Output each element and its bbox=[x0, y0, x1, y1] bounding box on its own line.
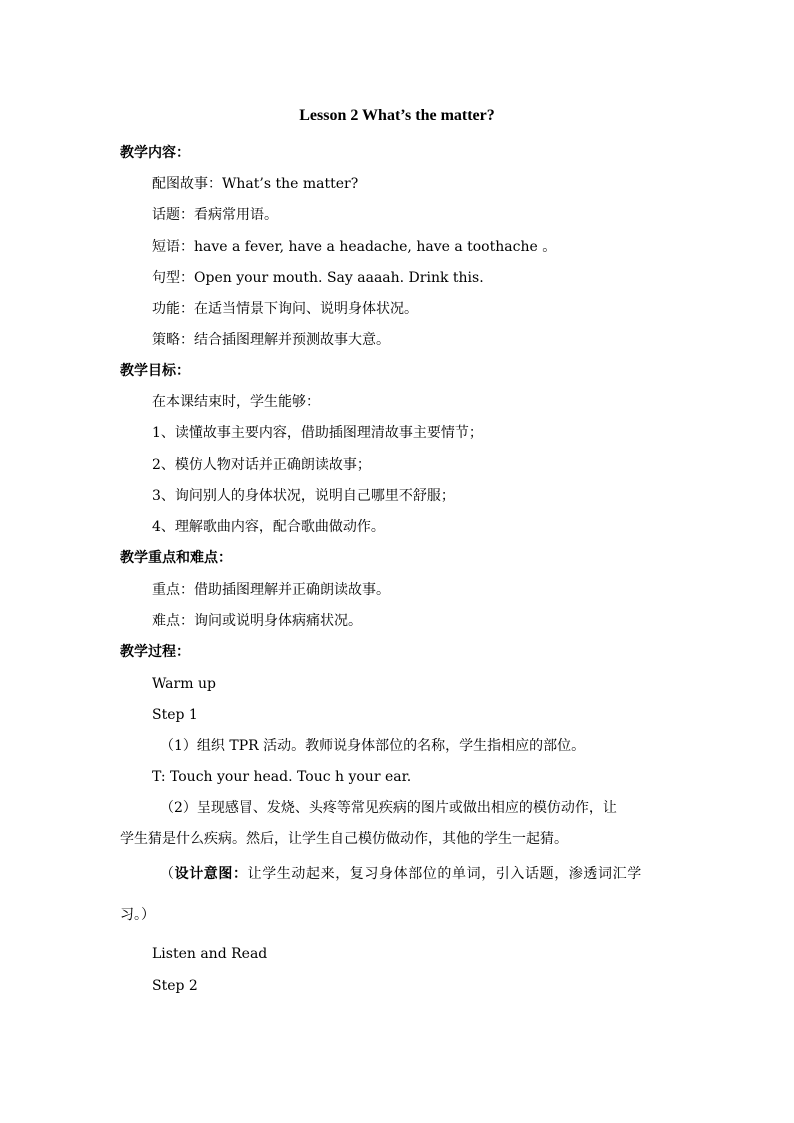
content-item-sentences: 句型：Open your mouth. Say aaaah. Drink this. bbox=[152, 270, 484, 286]
content-item-topic: 话题：看病常用语。 bbox=[152, 207, 278, 223]
design-intent-label: 设计意图： bbox=[174, 866, 248, 882]
focus-key-point: 重点：借助插图理解并正确朗读故事。 bbox=[152, 582, 390, 598]
design-intent-open: （ bbox=[160, 866, 175, 882]
section-heading-process: 教学过程： bbox=[120, 644, 190, 660]
goal-item-2: 2、模仿人物对话并正确朗读故事； bbox=[152, 457, 371, 473]
content-item-phrases: 短语：have a fever, have a headache, have a toothache 。 bbox=[152, 239, 557, 255]
process-activity-2-line-2: 学生猜是什么疾病。然后，让学生自己模仿做动作，其他的学生一起猜。 bbox=[120, 831, 568, 847]
goals-intro: 在本课结束时，学生能够： bbox=[152, 394, 320, 410]
goal-item-4: 4、理解歌曲内容，配合歌曲做动作。 bbox=[152, 519, 385, 535]
process-touch-example: T: Touch your head. Touc h your ear. bbox=[152, 769, 412, 785]
section-heading-focus: 教学重点和难点： bbox=[120, 550, 232, 566]
focus-difficulty: 难点：询问或说明身体病痛状况。 bbox=[152, 613, 362, 629]
process-activity-1: （1）组织 TPR 活动。教师说身体部位的名称，学生指相应的部位。 bbox=[160, 738, 586, 754]
content-item-function: 功能：在适当情景下询问、说明身体状况。 bbox=[152, 301, 418, 317]
goal-item-3: 3、询问别人的身体状况，说明自己哪里不舒服； bbox=[152, 488, 455, 504]
content-item-strategy: 策略：结合插图理解并预测故事大意。 bbox=[152, 332, 390, 348]
process-warm-up: Warm up bbox=[152, 676, 216, 692]
process-step-1: Step 1 bbox=[152, 707, 198, 723]
process-listen-read: Listen and Read bbox=[152, 946, 268, 962]
design-intent bbox=[160, 864, 642, 884]
section-heading-goals: 教学目标： bbox=[120, 363, 190, 379]
section-heading-content: 教学内容： bbox=[120, 145, 190, 161]
design-intent-text: 让学生动起来，复习身体部位的单词，引入话题，渗透词汇学 bbox=[247, 866, 642, 882]
process-step-2: Step 2 bbox=[152, 978, 198, 994]
design-intent-continuation: 习。） bbox=[120, 907, 155, 923]
content-item-story: 配图故事：What’s the matter? bbox=[152, 176, 359, 192]
process-activity-2-line-1: （2）呈现感冒、发烧、头疼等常见疾病的图片或做出相应的模仿动作，让 bbox=[160, 800, 617, 816]
goal-item-1: 1、读懂故事主要内容，借助插图理清故事主要情节； bbox=[152, 425, 483, 441]
page-title: Lesson 2 What’s the matter? bbox=[299, 107, 495, 124]
